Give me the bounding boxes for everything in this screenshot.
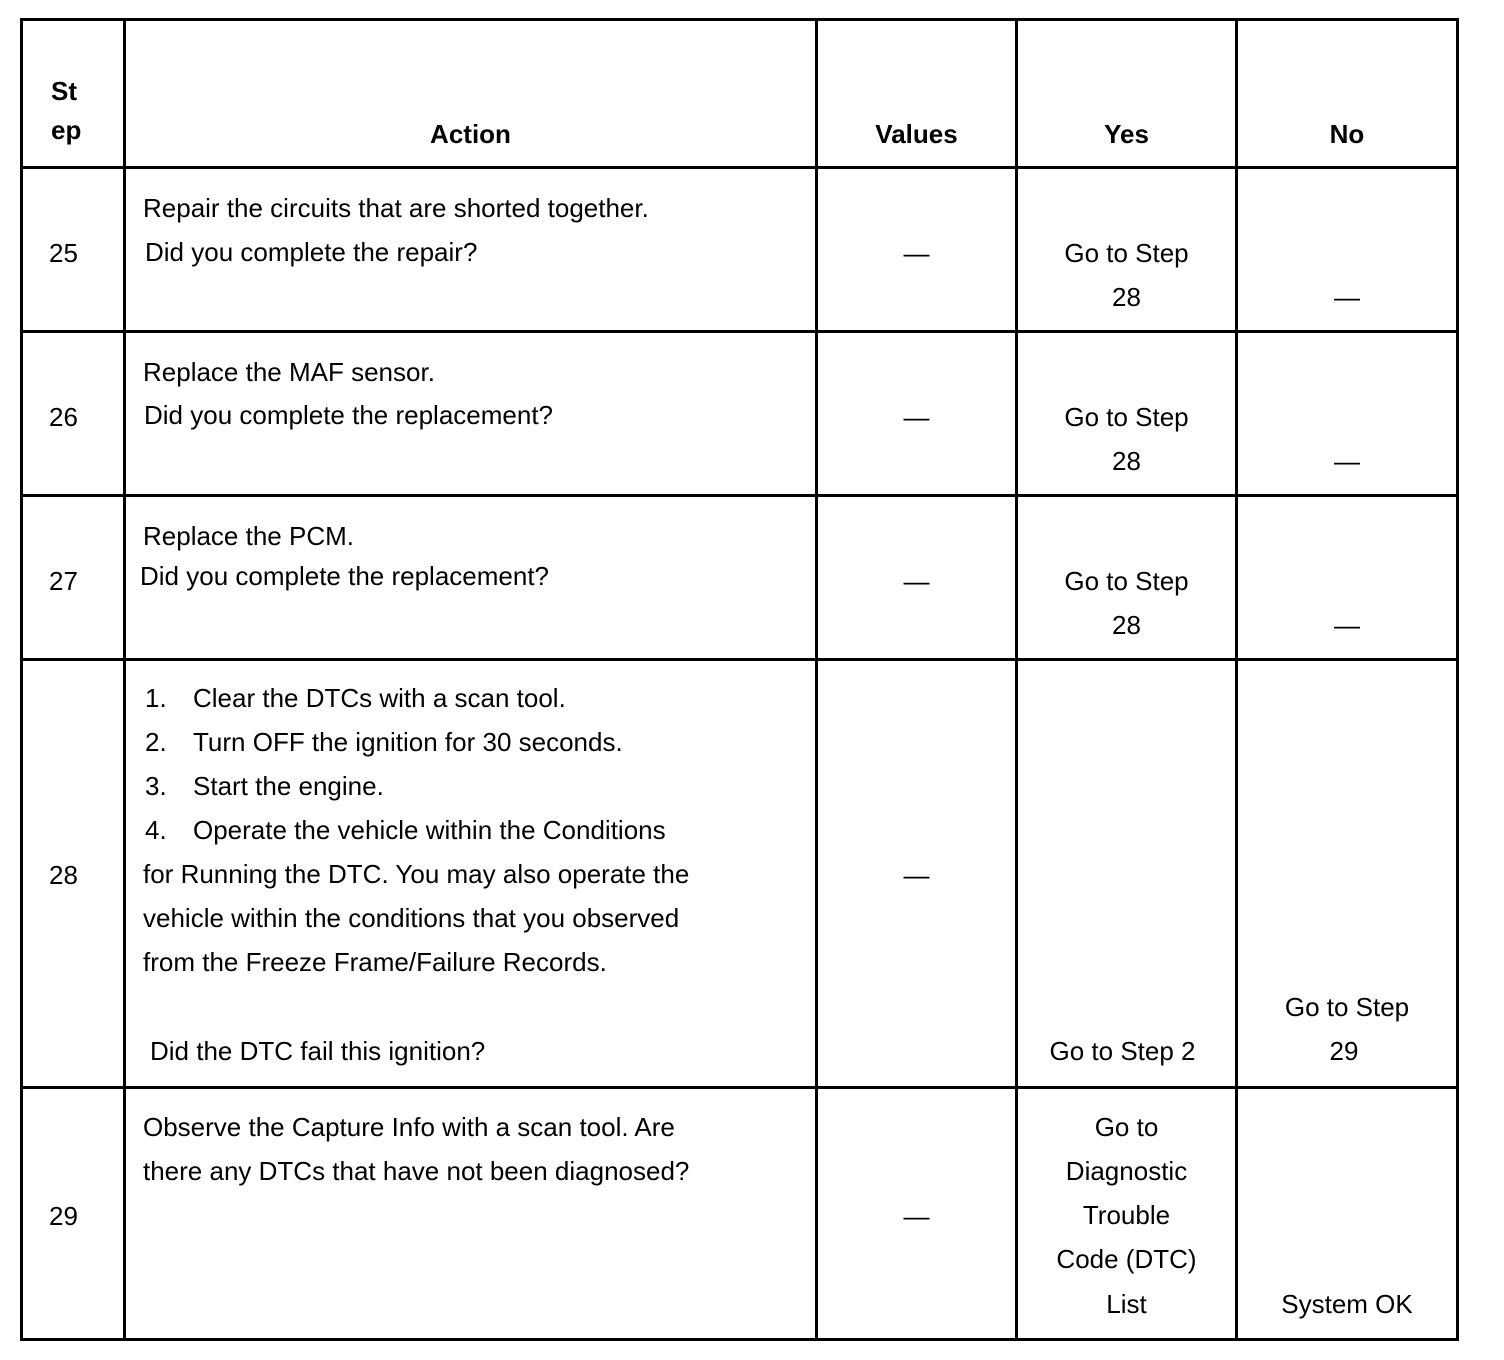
step-cell [22, 168, 125, 332]
no-cell [1237, 168, 1458, 332]
yes-line: List [1106, 1289, 1147, 1319]
step-number: 25 [49, 238, 78, 268]
step-cell [22, 496, 125, 660]
no-text: System OK [1281, 1289, 1413, 1319]
action-continuation: for Running the DTC. You may also operate the [143, 859, 690, 889]
list-item: 4. Operate the vehicle within the Conditions [145, 815, 666, 845]
step-cell [22, 1088, 125, 1340]
table-row [22, 1088, 1458, 1340]
table-row [22, 332, 1458, 496]
step-cell [22, 332, 125, 496]
list-item: 3. Start the engine. [145, 771, 384, 801]
values-cell [817, 660, 1017, 1088]
yes-line: Code (DTC) [1056, 1244, 1197, 1274]
values-cell [817, 168, 1017, 332]
table-row [22, 496, 1458, 660]
no-cell [1237, 660, 1458, 1088]
values-cell [817, 496, 1017, 660]
no-line: 29 [1329, 1036, 1359, 1066]
action-cell [125, 660, 817, 1088]
values-text: — [903, 566, 930, 596]
step-number: 28 [49, 860, 78, 890]
list-item: 2. Turn OFF the ignition for 30 seconds. [145, 727, 623, 757]
step-number: 26 [49, 402, 78, 432]
yes-line: Go to Step [1064, 566, 1189, 596]
no-text: — [1334, 610, 1360, 640]
action-line: Replace the PCM. [143, 521, 354, 551]
action-line: Did you complete the repair? [145, 237, 478, 267]
step-cell [22, 660, 125, 1088]
header-row [22, 20, 1458, 168]
action-line: there any DTCs that have not been diagnosed? [143, 1156, 690, 1186]
action-cell [125, 332, 817, 496]
yes-cell [1017, 1088, 1237, 1340]
header-values: Values [817, 20, 1017, 168]
action-line: Did you complete the replacement? [140, 561, 550, 591]
values-text: — [903, 402, 930, 432]
action-cell [125, 496, 817, 660]
step-number: 29 [49, 1201, 78, 1231]
action-cell [125, 168, 817, 332]
step-number: 27 [49, 566, 78, 596]
values-text: — [903, 1201, 930, 1231]
action-cell [125, 1088, 817, 1340]
action-line: Repair the circuits that are shorted together. [143, 193, 649, 223]
no-text: — [1334, 446, 1360, 476]
yes-line: Go to Step [1064, 238, 1189, 268]
yes-cell [1017, 168, 1237, 332]
yes-line: Go to Step [1064, 402, 1189, 432]
yes-cell [1017, 660, 1237, 1088]
values-cell [817, 332, 1017, 496]
action-continuation: from the Freeze Frame/Failure Records. [143, 947, 607, 977]
no-text: — [1334, 282, 1360, 312]
no-cell [1237, 332, 1458, 496]
action-list [143, 676, 689, 984]
action-line: Did you complete the replacement? [144, 400, 554, 430]
no-cell [1237, 496, 1458, 660]
yes-line: 28 [1112, 446, 1141, 476]
action-line: Replace the MAF sensor. [143, 357, 435, 387]
yes-text: Go to Step 2 [1049, 1036, 1196, 1066]
table-row [22, 660, 1458, 1088]
values-text: — [903, 238, 930, 268]
action-continuation: vehicle within the conditions that you observed [143, 903, 680, 933]
header-step: St ep [22, 20, 125, 168]
no-line: Go to Step [1284, 992, 1410, 1022]
header-yes: Yes [1017, 20, 1237, 168]
table-row [22, 168, 1458, 332]
values-cell [817, 1088, 1017, 1340]
yes-line: Diagnostic [1065, 1156, 1188, 1186]
diagnostic-table [20, 18, 1459, 1341]
action-question: Did the DTC fail this ignition? [150, 1036, 486, 1066]
yes-line: Trouble [1082, 1200, 1171, 1230]
list-item: 1. Clear the DTCs with a scan tool. [145, 683, 566, 713]
no-cell [1237, 1088, 1458, 1340]
yes-cell [1017, 496, 1237, 660]
yes-line: 28 [1112, 282, 1141, 312]
action-line: Observe the Capture Info with a scan tool. Are [143, 1112, 675, 1142]
yes-line: 28 [1112, 610, 1141, 640]
header-no: No [1237, 20, 1458, 168]
header-action: Action [125, 20, 817, 168]
yes-cell [1017, 332, 1237, 496]
values-text: — [903, 860, 930, 890]
yes-line: Go to [1094, 1112, 1159, 1142]
